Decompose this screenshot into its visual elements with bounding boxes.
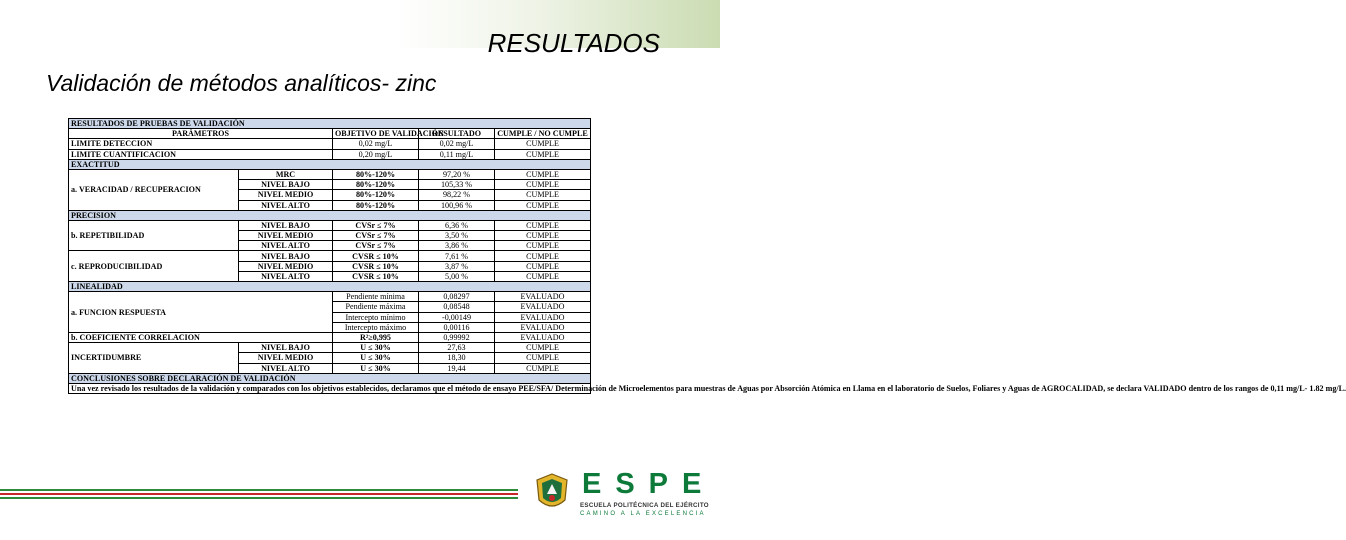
cumple-cell: CUMPLE — [495, 241, 591, 251]
nivel-cell: NIVEL MEDIO — [239, 353, 333, 363]
validation-table — [68, 118, 1346, 394]
resultado-cell: 19,44 — [419, 363, 495, 373]
objetivo-cell: R²≥0,995 — [333, 332, 419, 342]
section-precision-label: PRECISION — [69, 210, 591, 220]
objetivo-cell: U ≤ 30% — [333, 363, 419, 373]
table-row — [69, 332, 591, 342]
item-cell: Pendiente máxima — [333, 302, 419, 312]
conclusion-text: Una vez revisado los resultados de la validación y comparados con los objetivos establecidos, declaramos que el método de ensayo PEE/SFA/ Determinación de Microelementos para muestras de Aguas por Absorción Atómica en Llama en el laboratorio de Suelos, Foliares y Aguas de AGROCALIDAD, se declara VALIDADO dentro de los rangos de 0,11 mg/L- 1.82 mg/L. — [69, 383, 591, 393]
objetivo-cell: CVSr ≤ 7% — [333, 231, 419, 241]
section-row — [69, 210, 591, 220]
cumple-cell: CUMPLE — [495, 200, 591, 210]
group-label: c. REPRODUCIBILIDAD — [69, 251, 239, 282]
objetivo-cell: U ≤ 30% — [333, 353, 419, 363]
nivel-cell: MRC — [239, 169, 333, 179]
footer-line-red — [0, 493, 518, 495]
cumple-cell: CUMPLE — [495, 180, 591, 190]
resultado-cell: 0,02 mg/L — [419, 139, 495, 149]
group-label: a. VERACIDAD / RECUPERACION — [69, 169, 239, 210]
group-label: a. FUNCION RESPUESTA — [69, 292, 333, 333]
group-label: INCERTIDUMBRE — [69, 343, 239, 374]
resultado-cell: 18,30 — [419, 353, 495, 363]
cumple-cell: EVALUADO — [495, 292, 591, 302]
section-row — [69, 282, 591, 292]
objetivo-cell: CVSr ≤ 7% — [333, 220, 419, 230]
header-parametros: PARÁMETROS — [69, 129, 333, 139]
section-conclusiones-label: CONCLUSIONES SOBRE DECLARACIÓN DE VALIDACIÓN — [69, 373, 591, 383]
logo-name: ESPE — [582, 468, 716, 500]
objetivo-cell: CVSr ≤ 7% — [333, 241, 419, 251]
cumple-cell: CUMPLE — [495, 261, 591, 271]
section-exactitud-label: EXACTITUD — [69, 159, 591, 169]
objetivo-cell: 80%-120% — [333, 180, 419, 190]
cumple-cell: CUMPLE — [495, 149, 591, 159]
resultado-cell: 98,22 % — [419, 190, 495, 200]
resultado-cell: 97,20 % — [419, 169, 495, 179]
nivel-cell: NIVEL BAJO — [239, 180, 333, 190]
item-cell: Intercepto máximo — [333, 322, 419, 332]
cumple-cell: CUMPLE — [495, 231, 591, 241]
section-results-label: RESULTADOS DE PRUEBAS DE VALIDACIÓN — [69, 119, 591, 129]
logo-subtitle: ESCUELA POLITÉCNICA DEL EJÉRCITO — [580, 502, 709, 509]
cumple-cell: EVALUADO — [495, 312, 591, 322]
table-row — [69, 169, 591, 179]
table-row — [69, 149, 591, 159]
resultado-cell: 7,61 % — [419, 251, 495, 261]
espe-seal-icon — [534, 472, 570, 514]
cumple-cell: CUMPLE — [495, 139, 591, 149]
objetivo-cell: 0,20 mg/L — [333, 149, 419, 159]
header-objetivo: OBJETIVO DE VALIDACIÓN — [333, 129, 419, 139]
resultado-cell: -0,00149 — [419, 312, 495, 322]
nivel-cell: NIVEL BAJO — [239, 343, 333, 353]
objetivo-cell: 0,02 mg/L — [333, 139, 419, 149]
resultado-cell: 5,00 % — [419, 271, 495, 281]
resultado-cell: 3,50 % — [419, 231, 495, 241]
nivel-cell: NIVEL MEDIO — [239, 231, 333, 241]
table-row — [69, 220, 591, 230]
item-cell: Intercepto mínimo — [333, 312, 419, 322]
objetivo-cell: CVSR ≤ 10% — [333, 271, 419, 281]
objetivo-cell: 80%-120% — [333, 169, 419, 179]
resultado-cell: 0,00116 — [419, 322, 495, 332]
group-label: b. REPETIBILIDAD — [69, 220, 239, 251]
nivel-cell: NIVEL ALTO — [239, 271, 333, 281]
cumple-cell: CUMPLE — [495, 343, 591, 353]
param-label: LIMITE CUANTIFICACION — [69, 149, 333, 159]
cumple-cell: EVALUADO — [495, 302, 591, 312]
resultado-cell: 3,87 % — [419, 261, 495, 271]
conclusion-row — [69, 383, 591, 393]
cumple-cell: CUMPLE — [495, 251, 591, 261]
cumple-cell: EVALUADO — [495, 332, 591, 342]
header-resultado: RESULTADO — [419, 129, 495, 139]
resultado-cell: 0,11 mg/L — [419, 149, 495, 159]
objetivo-cell: CVSR ≤ 10% — [333, 261, 419, 271]
cumple-cell: EVALUADO — [495, 322, 591, 332]
objetivo-cell: U ≤ 30% — [333, 343, 419, 353]
cumple-cell: CUMPLE — [495, 169, 591, 179]
resultado-cell: 27,63 — [419, 343, 495, 353]
objetivo-cell: 80%-120% — [333, 190, 419, 200]
validation-results-document — [68, 118, 1346, 470]
section-linealidad-label: LINEALIDAD — [69, 282, 591, 292]
section-row — [69, 159, 591, 169]
nivel-cell: NIVEL MEDIO — [239, 190, 333, 200]
table-row — [69, 251, 591, 261]
cumple-cell: CUMPLE — [495, 220, 591, 230]
footer-line-green — [0, 489, 518, 491]
slide-title: RESULTADOS — [487, 28, 660, 58]
cumple-cell: CUMPLE — [495, 363, 591, 373]
decorative-footer-lines — [0, 489, 518, 503]
footer-line-green-2 — [0, 497, 518, 499]
param-label: LIMITE DETECCION — [69, 139, 333, 149]
slide-subtitle: Validación de métodos analíticos- zinc — [46, 70, 437, 96]
resultado-cell: 100,96 % — [419, 200, 495, 210]
section-row — [69, 373, 591, 383]
resultado-cell: 6,36 % — [419, 220, 495, 230]
nivel-cell: NIVEL ALTO — [239, 200, 333, 210]
espe-logo — [528, 468, 718, 524]
table-row — [69, 292, 591, 302]
resultado-cell: 0,08548 — [419, 302, 495, 312]
resultado-cell: 105,33 % — [419, 180, 495, 190]
header-cumple: CUMPLE / NO CUMPLE — [495, 129, 591, 139]
cumple-cell: CUMPLE — [495, 271, 591, 281]
cumple-cell: CUMPLE — [495, 353, 591, 363]
resultado-cell: 3,86 % — [419, 241, 495, 251]
resultado-cell: 0,99992 — [419, 332, 495, 342]
nivel-cell: NIVEL BAJO — [239, 220, 333, 230]
nivel-cell: NIVEL MEDIO — [239, 261, 333, 271]
nivel-cell: NIVEL BAJO — [239, 251, 333, 261]
nivel-cell: NIVEL ALTO — [239, 363, 333, 373]
objetivo-cell: 80%-120% — [333, 200, 419, 210]
cumple-cell: CUMPLE — [495, 190, 591, 200]
objetivo-cell: CVSR ≤ 10% — [333, 251, 419, 261]
logo-motto: CAMINO A LA EXCELENCIA — [580, 511, 706, 517]
section-row — [69, 119, 591, 129]
table-row — [69, 139, 591, 149]
table-row — [69, 343, 591, 353]
header-row — [69, 129, 591, 139]
item-cell: Pendiente mínima — [333, 292, 419, 302]
param-label: b. COEFICIENTE CORRELACION — [69, 332, 333, 342]
resultado-cell: 0,08297 — [419, 292, 495, 302]
nivel-cell: NIVEL ALTO — [239, 241, 333, 251]
